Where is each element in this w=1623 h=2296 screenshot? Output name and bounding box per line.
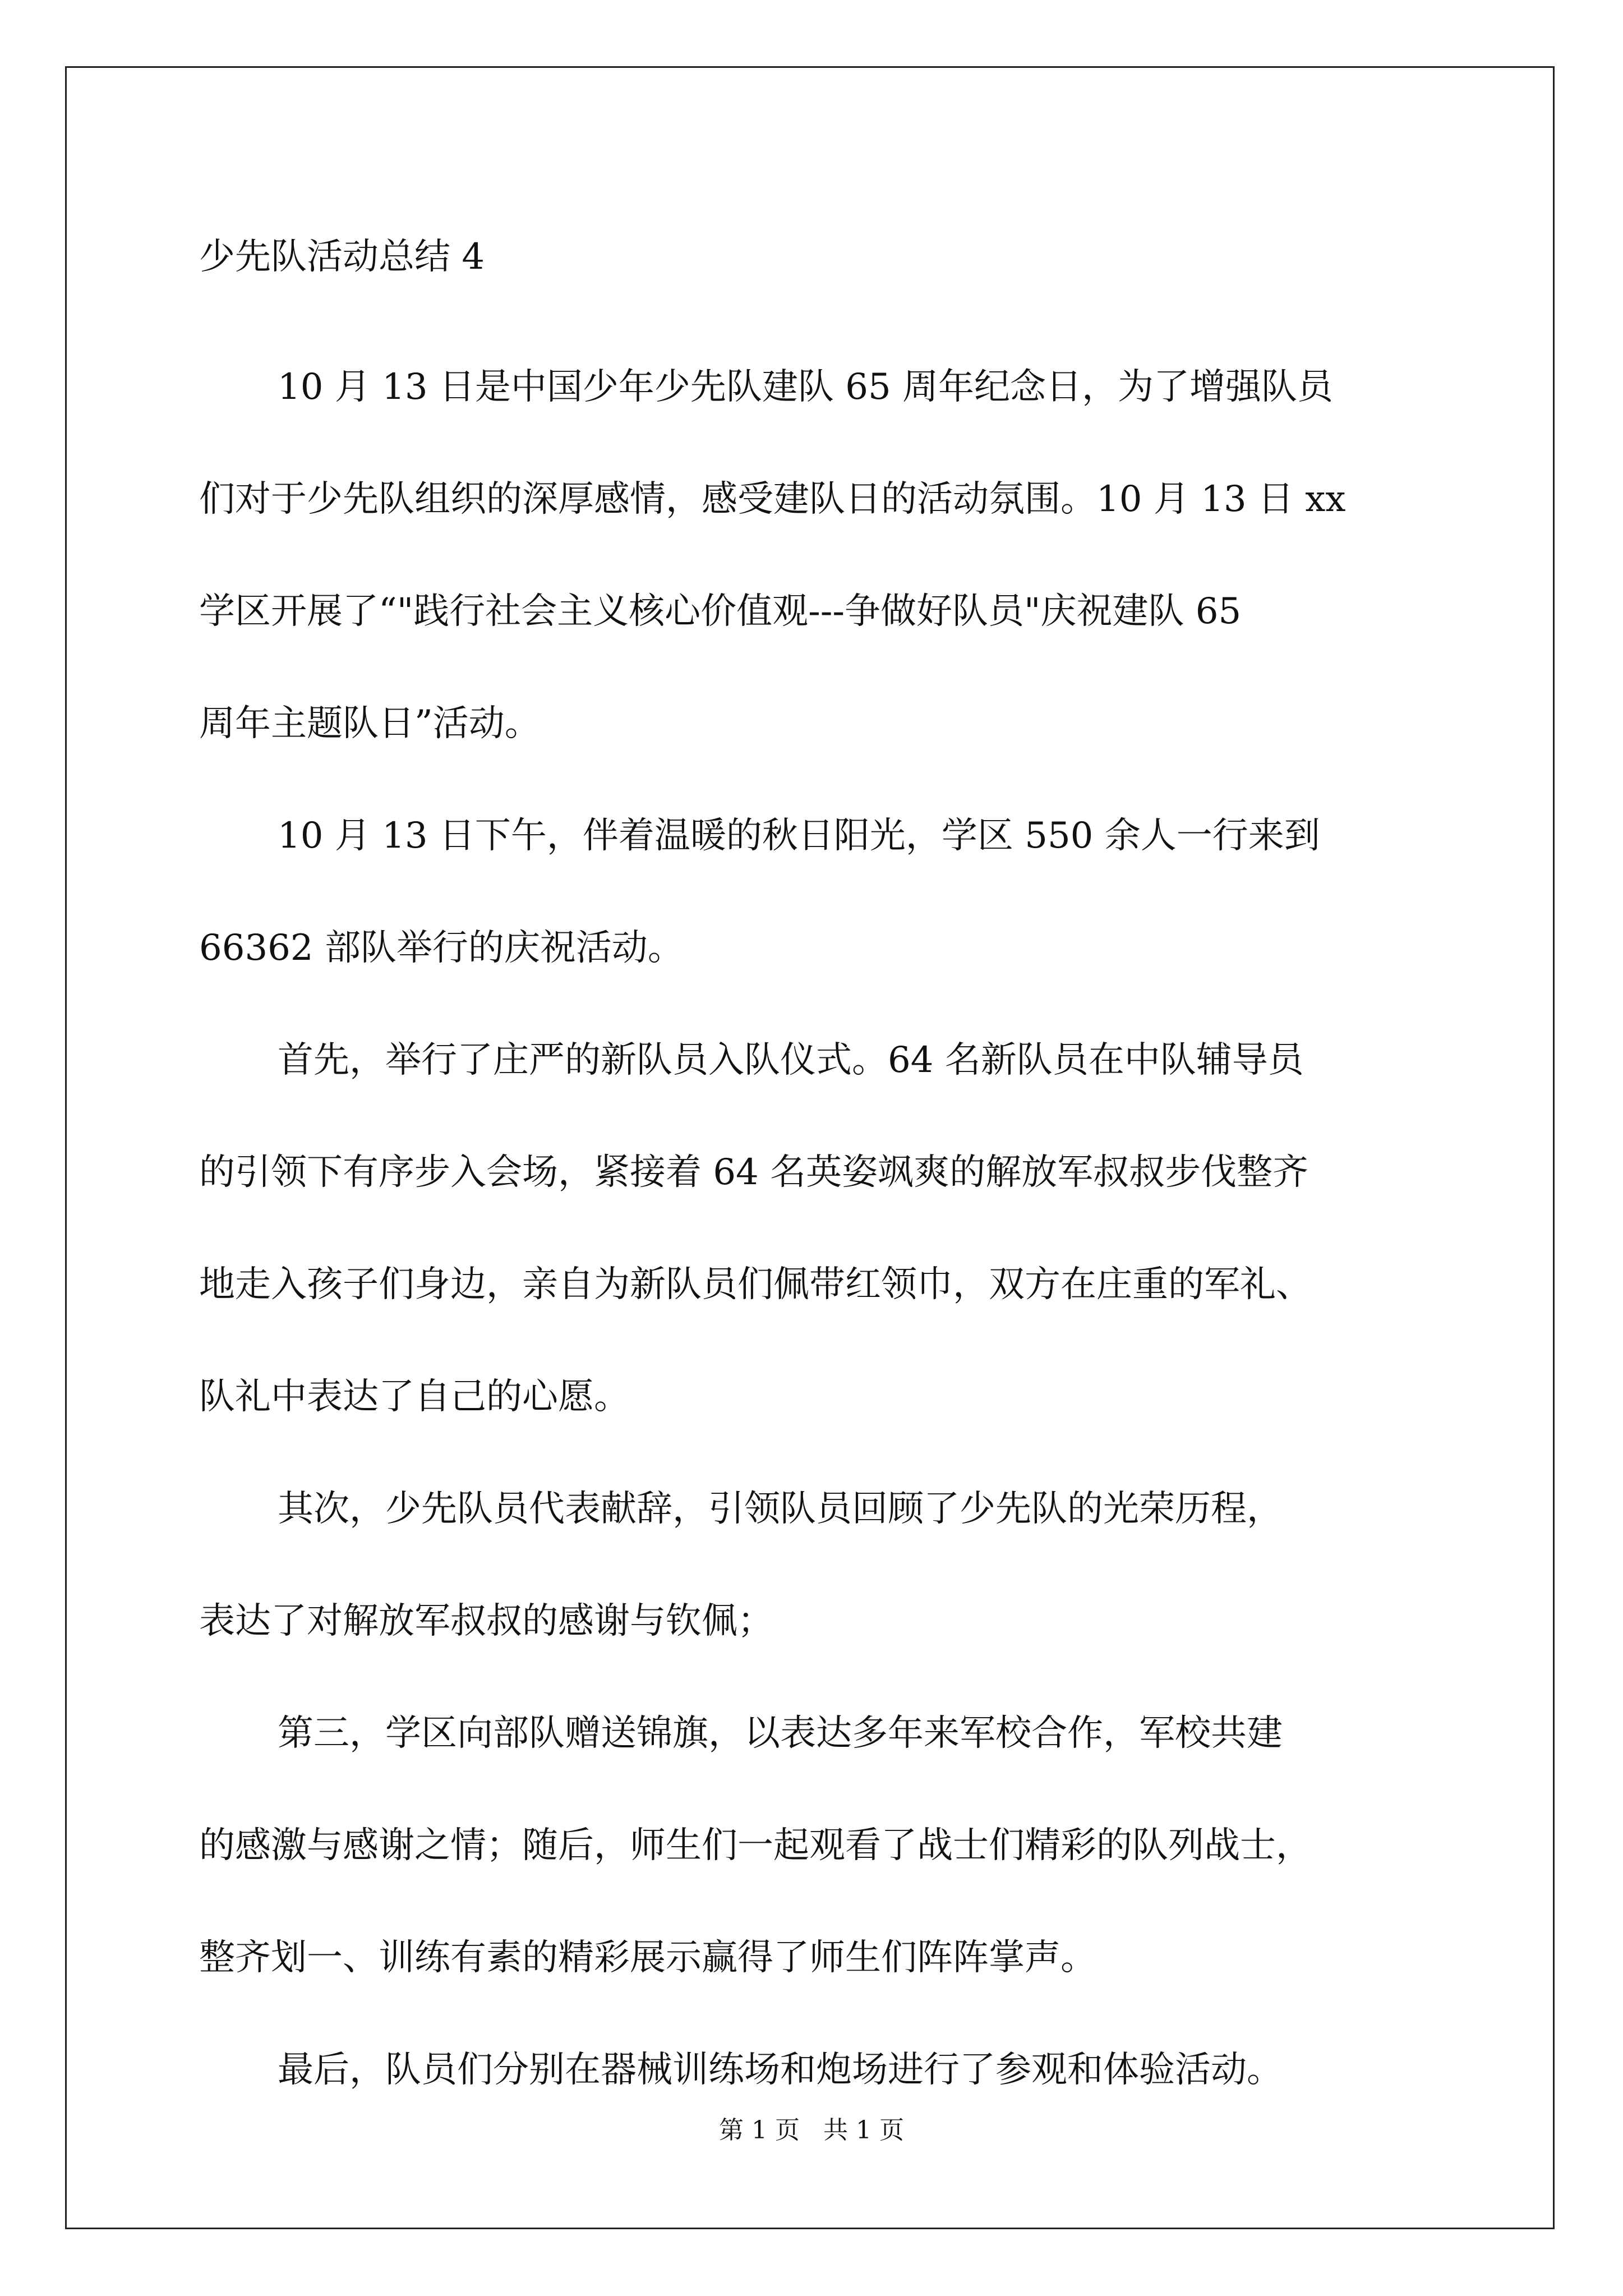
text-line: 最后，队员们分别在器械训练场和炮场进行了参观和体验活动。	[278, 2049, 1283, 2091]
text-line: 地走入孩子们身边，亲自为新队员们佩带红领巾，双方在庄重的军礼、	[199, 1264, 1312, 1305]
text-line: 整齐划一、训练有素的精彩展示赢得了师生们阵阵掌声。	[199, 1937, 1096, 1978]
paragraph-3	[199, 1004, 1461, 1453]
paragraph-2	[199, 780, 1461, 1004]
text-line: 首先，举行了庄严的新队员入队仪式。64 名新队员在中队辅导员	[278, 1039, 1304, 1081]
text-line: 周年主题队日”活动。	[199, 703, 541, 744]
document-title: 少先队活动总结 4	[199, 236, 485, 278]
text-line: 10 月 13 日下午，伴着温暖的秋日阳光，学区 550 余人一行来到	[278, 815, 1320, 857]
document-body	[199, 218, 1461, 2126]
paragraph-5	[199, 1677, 1461, 2014]
text-line: 10 月 13 日是中国少年少先队建队 65 周年纪念日，为了增强队员	[278, 366, 1334, 408]
text-line: 表达了对解放军叔叔的感谢与钦佩；	[199, 1600, 773, 1642]
paragraph-6	[199, 2014, 1461, 2126]
text-line: 其次，少先队员代表献辞，引领队员回顾了少先队的光荣历程，	[278, 1488, 1283, 1530]
text-line: 66362 部队举行的庆祝活动。	[199, 927, 684, 969]
paragraph-4	[199, 1453, 1461, 1677]
text-line: 第三，学区向部队赠送锦旗，以表达多年来军校合作，军校共建	[278, 1713, 1283, 1754]
text-line: 学区开展了“"践行社会主义核心价值观---争做好队员"庆祝建队 65	[199, 591, 1242, 632]
paragraph-1	[199, 331, 1461, 780]
text-line: 的引领下有序步入会场，紧接着 64 名英姿飒爽的解放军叔叔步伐整齐	[199, 1152, 1309, 1193]
text-line: 队礼中表达了自己的心愿。	[199, 1376, 630, 1418]
text-line: 的感激与感谢之情；随后，师生们一起观看了战士们精彩的队列战士，	[199, 1825, 1312, 1866]
text-line: 们对于少先队组织的深厚感情，感受建队日的活动氛围。10 月 13 日 xx	[199, 478, 1346, 520]
page-footer: 第 1 页 共 1 页	[719, 2116, 904, 2145]
